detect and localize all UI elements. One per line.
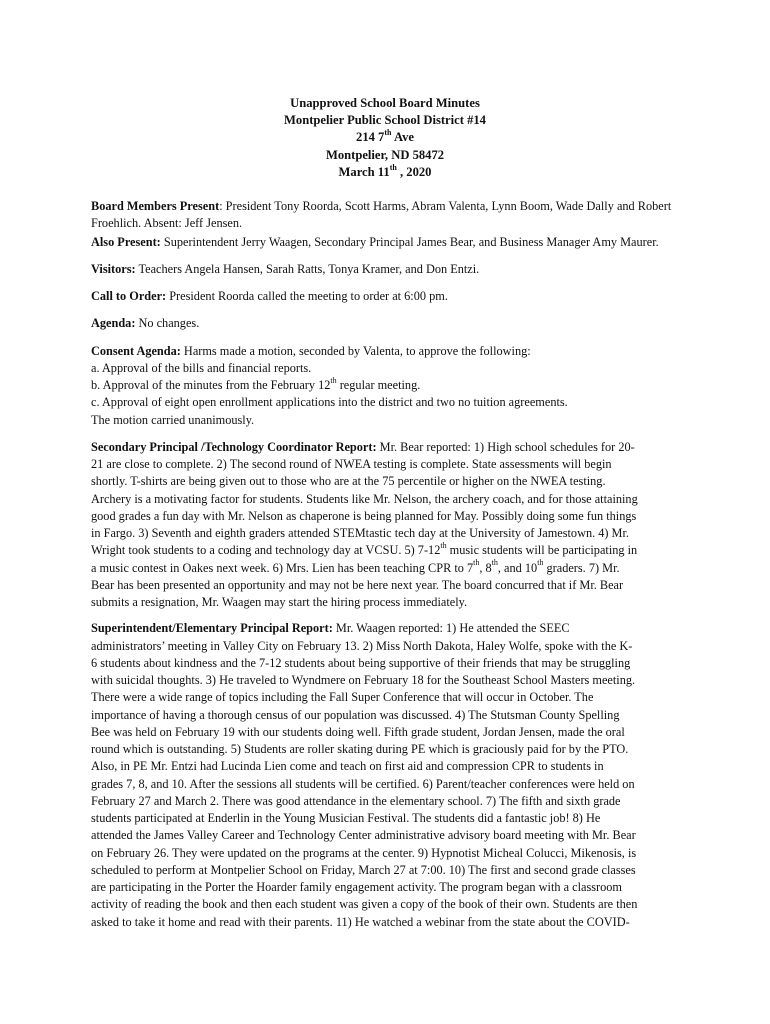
document-title: Unapproved School Board Minutes	[290, 96, 480, 110]
board-members-text: : President Tony Roorda, Scott Harms, Abram Valenta, Lynn Boom, Wade Dally and Robert Froehlich. Absent: Jeff Jensen.	[91, 199, 672, 231]
consent-result: The motion carried unanimously.	[91, 412, 255, 427]
call-to-order-paragraph	[91, 288, 685, 305]
superintendent-report-line: attended the James Valley Career and Technology Center administrative advisory board meeting with Mr. Bear	[91, 828, 636, 843]
consent-item-c: c. Approval of eight open enrollment applications into the district and two no tuition agreements.	[91, 395, 568, 410]
also-present-label: Also Present:	[91, 234, 161, 249]
secondary-report-label: Secondary Principal /Technology Coordinator Report:	[91, 439, 377, 454]
secondary-report-line: Bear has been presented an opportunity and may not be here next year. The board concurred that if Mr. Bear	[91, 577, 624, 592]
secondary-report-line: 21 are close to complete. 2) The second round of NWEA testing is complete. State assessments will begin	[91, 457, 612, 471]
consent-item-a: a. Approval of the bills and financial reports.	[91, 360, 312, 375]
board-members-label: Board Members Present	[91, 199, 220, 213]
superintendent-report-line: importance of having a thorough census of our population was discussed. 4) The Stutsman County Spelling	[91, 707, 620, 722]
also-present-text: Superintendent Jerry Waagen, Secondary Principal James Bear, and Business Manager Amy Maurer.	[160, 234, 659, 249]
secondary-report-line: Wright took students to a coding and technology day at VCSU. 5) 7-12th music students will be participating in	[91, 541, 638, 558]
district-city: Montpelier, ND 58472	[325, 147, 445, 162]
district-address: 214 7th Ave	[356, 128, 414, 145]
consent-agenda-paragraph	[91, 343, 685, 429]
secondary-report-line: submits a resignation, Mr. Waagen may start the hiring process immediately.	[91, 595, 468, 609]
superintendent-report-line: 6 students about kindness and the 7-12 students about being supportive of their friends that may be struggling	[91, 655, 631, 670]
superintendent-report-line: are participating in the Porter the Hoarder family engagement activity. The program began with a classroom	[91, 880, 622, 894]
superintendent-report-line: February 27 and March 2. There was good attendance in the elementary school. 7) The fifth and sixth grade	[91, 793, 621, 808]
secondary-report-line: good grades a fun day with Mr. Nelson as chaperone is being planned for May. Possibly doing some fun things	[91, 508, 637, 523]
meeting-date: March 11th , 2020	[338, 162, 432, 179]
agenda-label: Agenda:	[91, 316, 136, 331]
consent-item-b: b. Approval of the minutes from the February 12th regular meeting.	[91, 375, 421, 392]
superintendent-report-line: There were a wide range of topics including the Fall Super Conference that will occur in October. The	[91, 690, 594, 705]
also-present-block	[91, 234, 685, 251]
visitors-paragraph	[91, 261, 685, 278]
consent-agenda-intro: Harms made a motion, seconded by Valenta, to approve the following:	[180, 343, 531, 358]
superintendent-report-line: scheduled to perform at Montpelier School on Friday, March 27 at 7:00. 10) The first and second grade classes	[91, 862, 636, 877]
superintendent-report-line: asked to take it home and read with their parents. 11) He watched a webinar from the state about the COVID-	[91, 914, 630, 929]
minutes-body	[91, 198, 685, 941]
visitors-label: Visitors:	[91, 261, 136, 276]
superintendent-report-label: Superintendent/Elementary Principal Report:	[91, 621, 333, 636]
agenda-paragraph	[91, 315, 685, 332]
agenda-text: No changes.	[135, 316, 200, 331]
call-to-order-text: President Roorda called the meeting to order at 6:00 pm.	[166, 289, 448, 303]
superintendent-report-line: activity of reading the book and then each student was given a copy of the book of their own. Students are then	[91, 897, 638, 912]
secondary-report-line: Archery is a motivating factor for students. Students like Mr. Nelson, the archery coach, and for those attaining	[91, 491, 638, 506]
secondary-report-line: a music contest in Oakes next week. 6) Mrs. Lien has been teaching CPR to 7th, 8th, and 10th graders. 7) Mr.	[91, 558, 620, 575]
superintendent-report-line: on February 26. They were updated on the programs at the center. 9) Hypnotist Micheal Colucci, Mikenosis, is	[91, 845, 637, 860]
district-name: Montpelier Public School District #14	[284, 113, 486, 128]
secondary-report-line: in Fargo. 3) Seventh and eighth graders attended STEMtastic tech day at the University of Jamestown. 4) Mr.	[91, 526, 629, 540]
superintendent-report-line: round which is outstanding. 5) Students are roller skating during PE which is graciously paid for by the PTO.	[91, 742, 629, 756]
superintendent-report-line: students participated at Enderlin in the Young Musician Festival. The students did a fantastic job! 8) He	[91, 811, 601, 825]
superintendent-report: Superintendent/Elementary Principal Report: Mr. Waagen reported: 1) He attended the SEEC administrators’ meeting in Valley City on February 13. 2) Miss North Dakota, Haley Wolfe, spoke with the K- 6 students about kindness and the 7-12 students about being supportive of their friends that may be struggling with suicidal thoughts. 3) He traveled to Wyndmere on February 18 for the Southeast School Masters meeting. There were a wide range of topics including the Fall Super Conference that will occur in October. The importance of having a thorough census of our population was discussed. 4) The Stutsman County Spelling Bee was held on February 19 with our students doing well. Fifth grade student, Jordan Jensen, made the oral round which is outstanding. 5) Students are roller skating during PE which is graciously paid for by the PTO. Also, in PE Mr. Entzi had Lucinda Lien come and teach on first aid and compression CPR to students in grades 7, 8, and 10. After the sessions all students will be certified. 6) Parent/teacher conferences were held on February 27 and March 2. There was good attendance in the elementary school. 7) The fifth and sixth grade students participated at Enderlin in the Young Musician Festival. The students did a fantastic job! 8) He attended the James Valley Career and Technology Center administrative advisory board meeting with Mr. Bear on February 26. They were updated on the programs at the center. 9) Hypnotist Micheal Colucci, Mikenosis, is scheduled to perform at Montpelier School on Friday, March 27 at 7:00. 10) The first and second grade classes are participating in the Porter the Hoarder family engagement activity. The program began with a classroom activity of reading the book and then each student was given a copy of the book of their own. Students are then asked to take it home and read with their parents. 11) He watched a webinar from the state about the COVID-	[91, 620, 685, 931]
visitors-text: Teachers Angela Hansen, Sarah Ratts, Tonya Kramer, and Don Entzi.	[135, 261, 480, 276]
superintendent-report-line: grades 7, 8, and 10. After the sessions all students will be certified. 6) Parent/teacher conferences were held on	[91, 776, 635, 791]
board-members-paragraph	[91, 198, 685, 233]
document-header	[0, 95, 770, 181]
superintendent-report-line: with suicidal thoughts. 3) He traveled to Wyndmere on February 18 for the Southeast School Masters meeting.	[91, 673, 636, 687]
superintendent-report-line: Bee was held on February 19 with our students doing well. Fifth grade student, Jordan Jensen, made the oral	[91, 724, 625, 739]
consent-agenda-label: Consent Agenda:	[91, 343, 181, 358]
superintendent-report-line: Also, in PE Mr. Entzi had Lucinda Lien come and teach on first aid and compression CPR to students in	[91, 759, 604, 774]
secondary-report-line: shortly. T-shirts are being given out to those who are at the 75 percentile or higher on the NWEA testing.	[91, 474, 606, 489]
secondary-principal-report: Secondary Principal /Technology Coordinator Report: Mr. Bear reported: 1) High school schedules for 20- 21 are close to complete. 2) The second round of NWEA testing is complete. State assessments will begin shortly. T-shirts are being given out to those who are at the 75 percentile or higher on the NWEA testing. Archery is a motivating factor for students. Students like Mr. Nelson, the archery coach, and for those attaining good grades a fun day with Mr. Nelson as chaperone is being planned for May. Possibly doing some fun things in Fargo. 3) Seventh and eighth graders attended STEMtastic tech day at the University of Jamestown. 4) Mr. Wright took students to a coding and technology day at VCSU. 5) 7-12th music students will be participating in a music contest in Oakes next week. 6) Mrs. Lien has been teaching CPR to 7th, 8th, and 10th graders. 7) Mr. Bear has been presented an opportunity and may not be here next year. The board concurred that if Mr. Bear submits a resignation, Mr. Waagen may start the hiring process immediately.	[91, 439, 685, 612]
superintendent-report-line: administrators’ meeting in Valley City on February 13. 2) Miss North Dakota, Haley Wolfe, spoke with the K-	[91, 638, 633, 653]
call-to-order-label: Call to Order:	[91, 289, 167, 303]
